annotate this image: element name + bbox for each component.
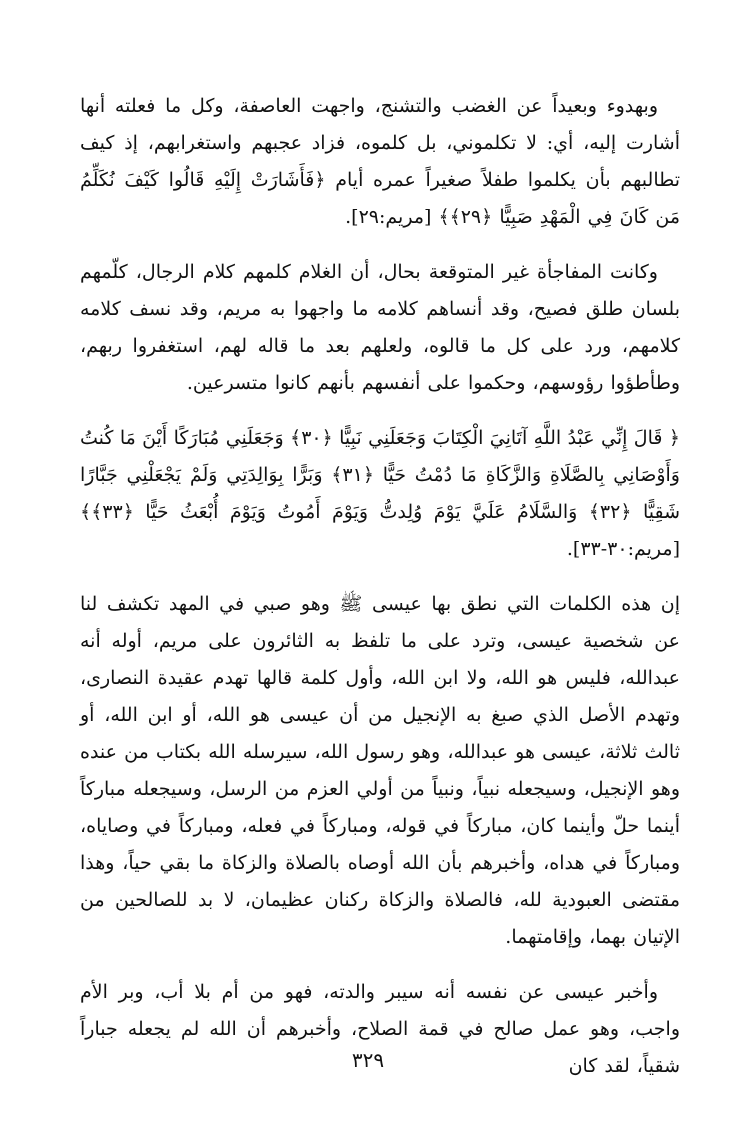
page-number: ٣٢٩ xyxy=(351,1048,385,1072)
page-body xyxy=(80,88,680,1103)
paragraph-4: إن هذه الكلمات التي نطق بها عيسى ﷺ وهو صبي في المهد تكشف لنا عن شخصية عيسى، وترد على ما تلفظ به الثائرون على مريم، أوله أنه عبدالله، فليس هو الله، ولا ابن الله، وأول كلمة قالها تهدم عقيدة النصارى، وتهدم الأصل الذي صبغ به الإنجيل من أن عيسى هو الله، أو ابن الله، أو ثالث ثلاثة، عيسى هو عبدالله، وهو رسول الله، سيرسله الله بكتاب من عنده وهو الإنجيل، وسيجعله نبياً، ونبياً من أولي العزم من الرسل، وسيجعله مباركاً أينما حلّ وأينما كان، مباركاً في قوله، ومباركاً في فعله، ومباركاً في وصاياه، ومباركاً في هداه، وأخبرهم بأن الله أوصاه بالصلاة والزكاة ما بقي حياً، وهذا مقتضى العبودية لله، فالصلاة والزكاة ركنان عظيمان، لا بد للصالحين من الإتيان بهما، وإقامتهما. xyxy=(80,593,680,948)
paragraph-1: وبهدوء وبعيداً عن الغضب والتشنج، واجهت العاصفة، وكل ما فعلته أنها أشارت إليه، أي: لا تكلموني، بل كلموه، فزاد عجبهم واستغرابهم، إذ كيف تطالبهم بأن يكلموا طفلاً صغيراً عمره أيام ﴿فَأَشَارَتْ إِلَيْهِ قَالُوا كَيْفَ نُكَلِّمُ مَن كَانَ فِي الْمَهْدِ صَبِيًّا ﴿٢٩﴾﴾ [مريم:٢٩]. xyxy=(80,95,680,228)
quran-verse-block: ﴿ قَالَ إِنِّي عَبْدُ اللَّهِ آتَانِيَ الْكِتَابَ وَجَعَلَنِي نَبِيًّا ﴿٣٠﴾ وَجَعَلَنِي مُبَارَكًا أَيْنَ مَا كُنتُ وَأَوْصَانِي بِالصَّلَاةِ وَالزَّكَاةِ مَا دُمْتُ حَيًّا ﴿٣١﴾ وَبَرًّا بِوَالِدَتِي وَلَمْ يَجْعَلْنِي جَبَّارًا شَقِيًّا ﴿٣٢﴾ وَالسَّلَامُ عَلَيَّ يَوْمَ وُلِدتُّ وَيَوْمَ أَمُوتُ وَيَوْمَ أُبْعَثُ حَيًّا ﴿٣٣﴾﴾ [مريم:٣٠-٣٣]. xyxy=(80,427,681,560)
paragraph-5: وأخبر عيسى عن نفسه أنه سيبر والدته، فهو من أم بلا أب، وبر الأم واجب، وهو عمل صالح في قمة الصلاح، وأخبرهم أن الله لم يجعله جباراً شقياً، لقد كان xyxy=(80,981,680,1077)
paragraph-2: وكانت المفاجأة غير المتوقعة بحال، أن الغلام كلمهم كلام الرجال، كلّمهم بلسان طلق فصيح، وقد أنساهم كلامه ما واجهوا به مريم، وقد نسف كلامه كلامهم، ورد على كل ما قالوه، ولعلهم بعد ما قاله لهم، استغفروا ربهم، وطأطؤوا رؤوسهم، وحكموا على أنفسهم بأنهم كانوا متسرعين. xyxy=(80,261,680,394)
